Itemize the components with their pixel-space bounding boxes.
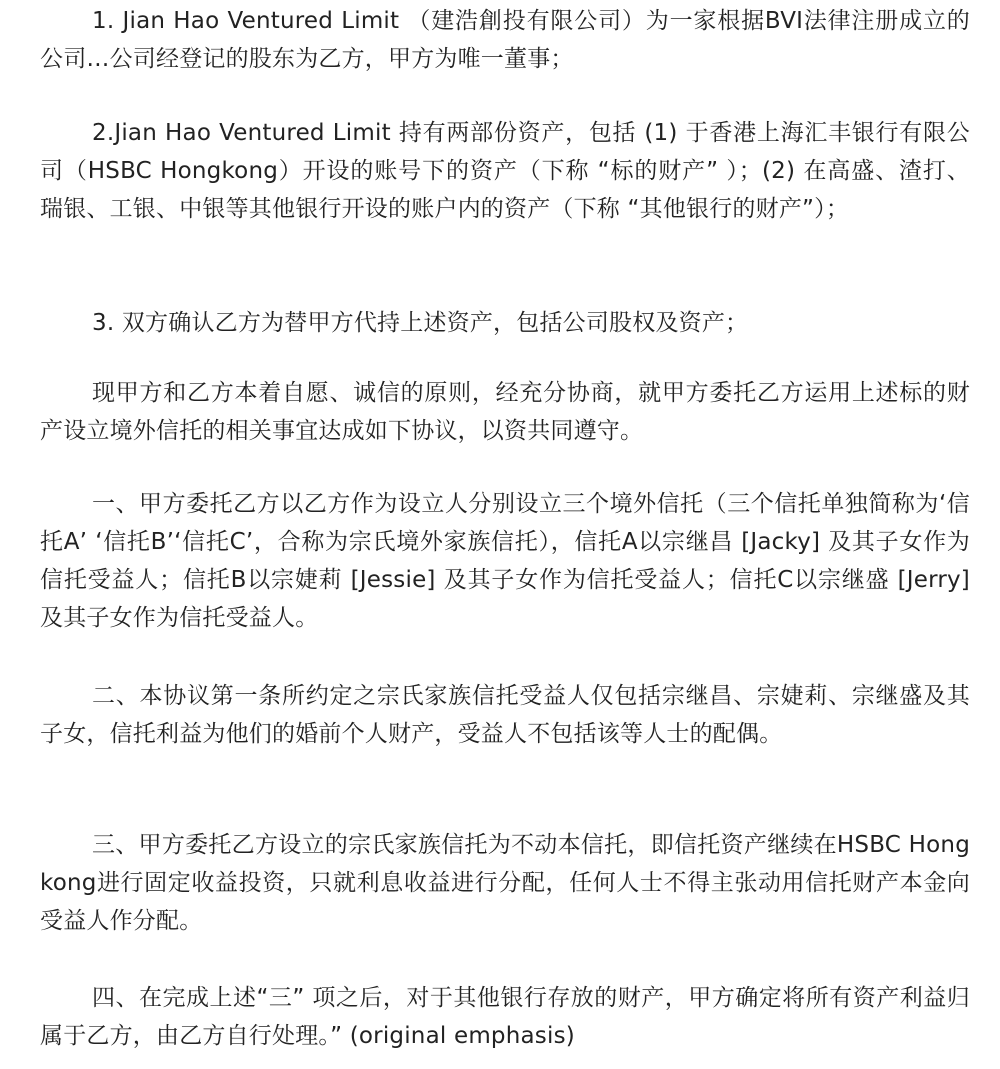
article-two-paragraph: 二、本协议第一条所约定之宗氏家族信托受益人仅包括宗继昌、宗婕莉、宗继盛及其子女，信托利益为他们的婚前个人财产，受益人不包括该等人士的配偶。 (40, 683, 970, 747)
agreement-preamble-paragraph: 现甲方和乙方本着自愿、诚信的原则，经充分协商，就甲方委托乙方运用上述标的财产设立境外信托的相关事宜达成如下协议，以资共同遵守。 (40, 380, 970, 444)
article-one-paragraph: 一、甲方委托乙方以乙方作为设立人分别设立三个境外信托（三个信托单独简称为‘信托A’ ‘信托B’‘信托C’，合称为宗氏境外家族信托），信托A以宗继昌 [Jacky] 及其子女作为信托受益人；信托B以宗婕莉 [Jessie] 及其子女作为信托受益人；信托C以宗继盛 [Jerry] 及其子女作为信托受益人。 (40, 491, 970, 631)
clause-3-paragraph: 3. 双方确认乙方为替甲方代持上述资产，包括公司股权及资产； (92, 310, 749, 336)
article-three-paragraph: 三、甲方委托乙方设立的宗氏家族信托为不动本信托，即信托资产继续在HSBC Hongkong进行固定收益投资，只就利息收益进行分配，任何人士不得主张动用信托财产本金向受益人作分配。 (40, 832, 970, 934)
clause-2-paragraph: 2.Jian Hao Ventured Limit 持有两部份资产，包括 (1) 于香港上海汇丰银行有限公司（HSBC Hongkong）开设的账号下的资产（下称 “标的财产” ）；(2) 在高盛、渣打、瑞银、工银、中银等其他银行开设的账户内的资产（下称 “其他银行的财产”）； (40, 120, 970, 222)
clause-1-paragraph: 1. Jian Hao Ventured Limit （建浩創投有限公司）为一家根据BVI法律注册成立的公司…公司经登记的股东为乙方，甲方为唯一董事； (40, 8, 970, 72)
article-four-paragraph: 四、在完成上述“三” 项之后，对于其他银行存放的财产，甲方确定将所有资产利益归属于乙方，由乙方自行处理。” (original emphasis) (40, 985, 970, 1049)
